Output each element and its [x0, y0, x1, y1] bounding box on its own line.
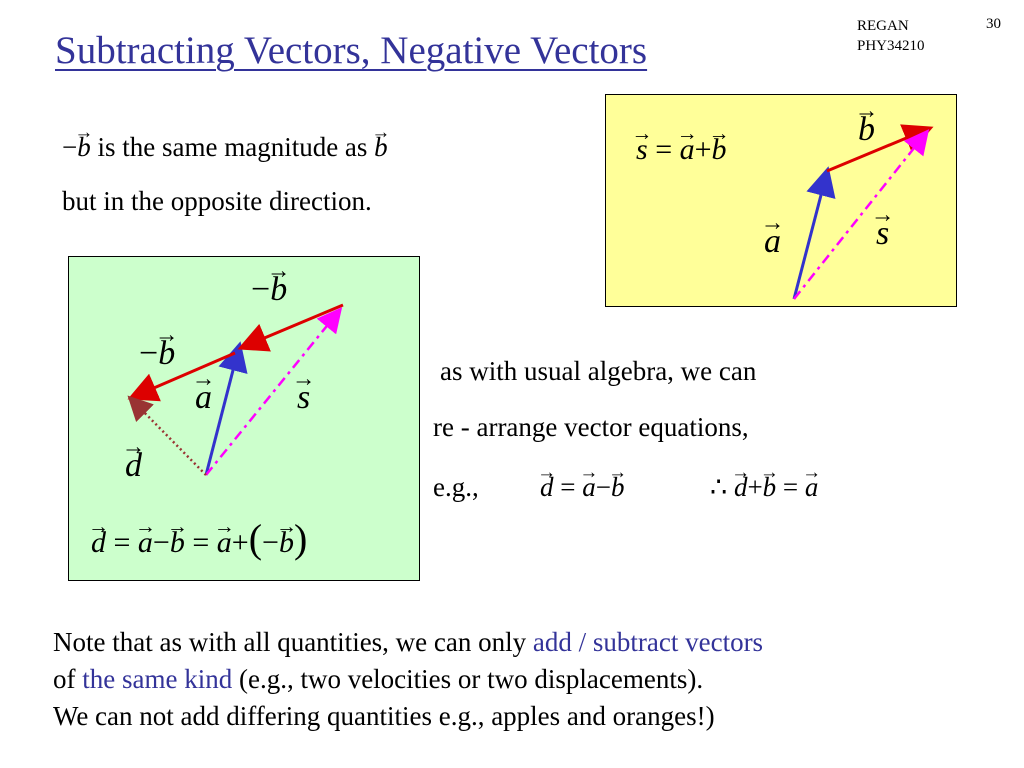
label-vector-s: → s [876, 215, 889, 253]
eq-equals: = [113, 526, 131, 559]
eq-vector-d: → d [734, 472, 748, 503]
eq-vector-d: → d [91, 526, 106, 560]
eq-plus: + [747, 472, 763, 502]
algebra-line-1: as with usual algebra, we can [440, 356, 757, 386]
course-line-2: PHY34210 [857, 38, 925, 54]
minus-sign: − [251, 271, 271, 308]
eq-vector-a: → a [582, 472, 596, 503]
note-paragraph [53, 624, 763, 735]
eq-equals: = [192, 526, 210, 559]
vector-b: → b [270, 271, 287, 309]
algebra-line-2: re - arrange vector equations, [433, 412, 749, 442]
eq-minus: − [595, 472, 611, 502]
eq-equals: = [782, 472, 799, 502]
eq-minus: − [152, 526, 170, 559]
course-code [857, 16, 925, 56]
eq-vector-a: → a [217, 526, 232, 560]
eq-vector-b: → b [279, 526, 294, 560]
note-line-1 [53, 624, 763, 661]
vector-b: → b [77, 132, 91, 163]
eg-label: e.g., [433, 472, 479, 502]
slide-title: Subtracting Vectors, Negative Vectors [55, 29, 648, 72]
eq-vector-a: → a [805, 472, 819, 503]
eq-equals: = [560, 472, 576, 502]
eq-vector-b: → b [763, 472, 777, 503]
vector-b: → b [374, 132, 388, 163]
eq-close-paren: ) [293, 516, 308, 561]
label-vector-a: → a [764, 223, 781, 261]
note-line-2 [53, 661, 763, 698]
eq-vector-b: → b [712, 133, 727, 167]
label-vector-d: → d [125, 447, 142, 485]
eq-vector-d: → d [540, 472, 554, 503]
eq-equals: = [655, 133, 673, 166]
page-number: 30 [986, 16, 1001, 32]
eq-vector-b: → b [611, 472, 625, 503]
rearranged-equation [540, 472, 624, 503]
note-line-3: We can not add differing quantities e.g., apples and oranges!) [53, 701, 715, 731]
vector-b: → b [158, 335, 175, 373]
therefore-symbol: ∴ [710, 472, 728, 502]
course-line-1: REGAN [857, 18, 909, 34]
eq-plus: + [694, 133, 712, 166]
vector-addition-panel [605, 94, 957, 307]
same-magnitude-text: is the same magnitude as [97, 132, 368, 162]
eq-open-paren: ( [248, 516, 263, 561]
label-minus-b-left [139, 335, 175, 373]
eq-plus: + [231, 526, 249, 559]
eq-vector-b: → b [170, 526, 185, 560]
eq-vector-s: → s [636, 133, 648, 167]
eq-vector-a: → a [680, 133, 695, 167]
note-text: Note that as with all quantities, we can only [53, 627, 533, 657]
intro-line-1 [62, 132, 388, 163]
minus-sign: − [62, 132, 78, 162]
vector-addition-diagram [606, 95, 958, 308]
eq-vector-a: → a [138, 526, 153, 560]
label-minus-b-top [251, 271, 287, 309]
note-highlight-add-subtract: add / subtract vectors [532, 627, 764, 657]
label-vector-s: → s [297, 379, 310, 417]
vector-subtraction-panel [68, 256, 420, 581]
note-highlight-same-kind: the same kind [82, 664, 233, 694]
difference-equation [91, 515, 307, 562]
sum-equation [636, 133, 727, 167]
intro-line-2: but in the opposite direction. [62, 186, 372, 216]
label-vector-b: → b [858, 111, 875, 149]
note-text: of [53, 664, 83, 694]
minus-sign: − [139, 335, 159, 372]
therefore-equation [710, 472, 818, 503]
eq-minus: − [262, 526, 279, 559]
label-vector-a: → a [195, 379, 212, 417]
note-text: (e.g., two velocities or two displacements). [232, 664, 704, 694]
